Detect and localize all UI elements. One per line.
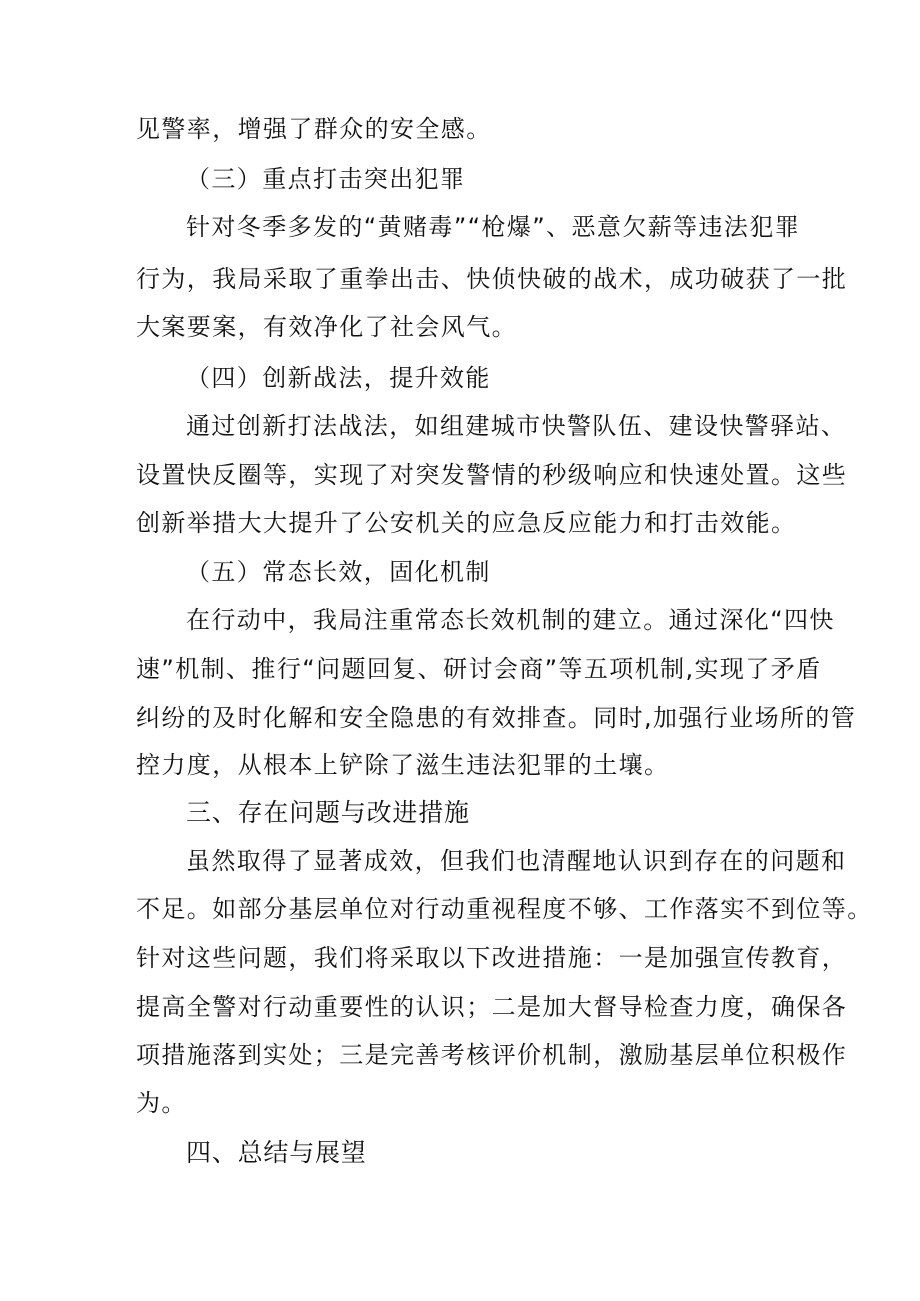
text-line: 行为，我局采取了重拳出击、快侦快破的战术，成功破获了一批 <box>136 265 848 293</box>
text-line: 通过创新打法战法，如组建城市快警队伍、建设快警驿站、 <box>186 412 847 440</box>
text-line: 项措施落到实处；三是完善考核评价机制，激励基层单位积极作 <box>136 1041 848 1069</box>
text-line: 创新举措大大提升了公安机关的应急反应能力和打击效能。 <box>136 509 797 537</box>
text-line: 针对这些问题，我们将采取以下改进措施：一是加强宣传教育， <box>136 944 848 972</box>
section-heading: 三、存在问题与改进措施 <box>186 798 470 827</box>
text-line: 纠纷的及时化解和安全隐患的有效排查。同时,加强行业场所的管 <box>136 704 857 732</box>
text-line: 针对冬季多发的“黄赌毒”“枪爆”、恶意欠薪等违法犯罪 <box>186 213 801 241</box>
subsection-heading: （五）常态长效，固化机制 <box>186 558 491 586</box>
text-line: 见警率，增强了群众的安全感。 <box>136 115 492 143</box>
text-line: 设置快反圈等，实现了对突发警情的秒级响应和快速处置。这些 <box>136 461 848 489</box>
text-line: 在行动中，我局注重常态长效机制的建立。通过深化“四快 <box>186 606 835 634</box>
subsection-heading: （三）重点打击突出犯罪 <box>186 165 466 193</box>
text-line: 为。 <box>136 1089 187 1117</box>
text-line: 大案要案，有效净化了社会风气。 <box>136 313 517 341</box>
subsection-heading: （四）创新战法，提升效能 <box>186 364 491 392</box>
text-line: 虽然取得了显著成效，但我们也清醒地认识到存在的问题和 <box>186 847 847 875</box>
text-line: 速”机制、推行“问题回复、研讨会商”等五项机制,实现了矛盾 <box>136 655 822 683</box>
text-line: 提高全警对行动重要性的认识；二是加大督导检查力度，确保各 <box>136 993 848 1021</box>
section-heading: 四、总结与展望 <box>186 1138 367 1167</box>
text-line: 控力度，从根本上铲除了滋生违法犯罪的土壤。 <box>136 751 670 779</box>
text-line: 不足。如部分基层单位对行动重视程度不够、工作落实不到位等。 <box>136 895 873 923</box>
